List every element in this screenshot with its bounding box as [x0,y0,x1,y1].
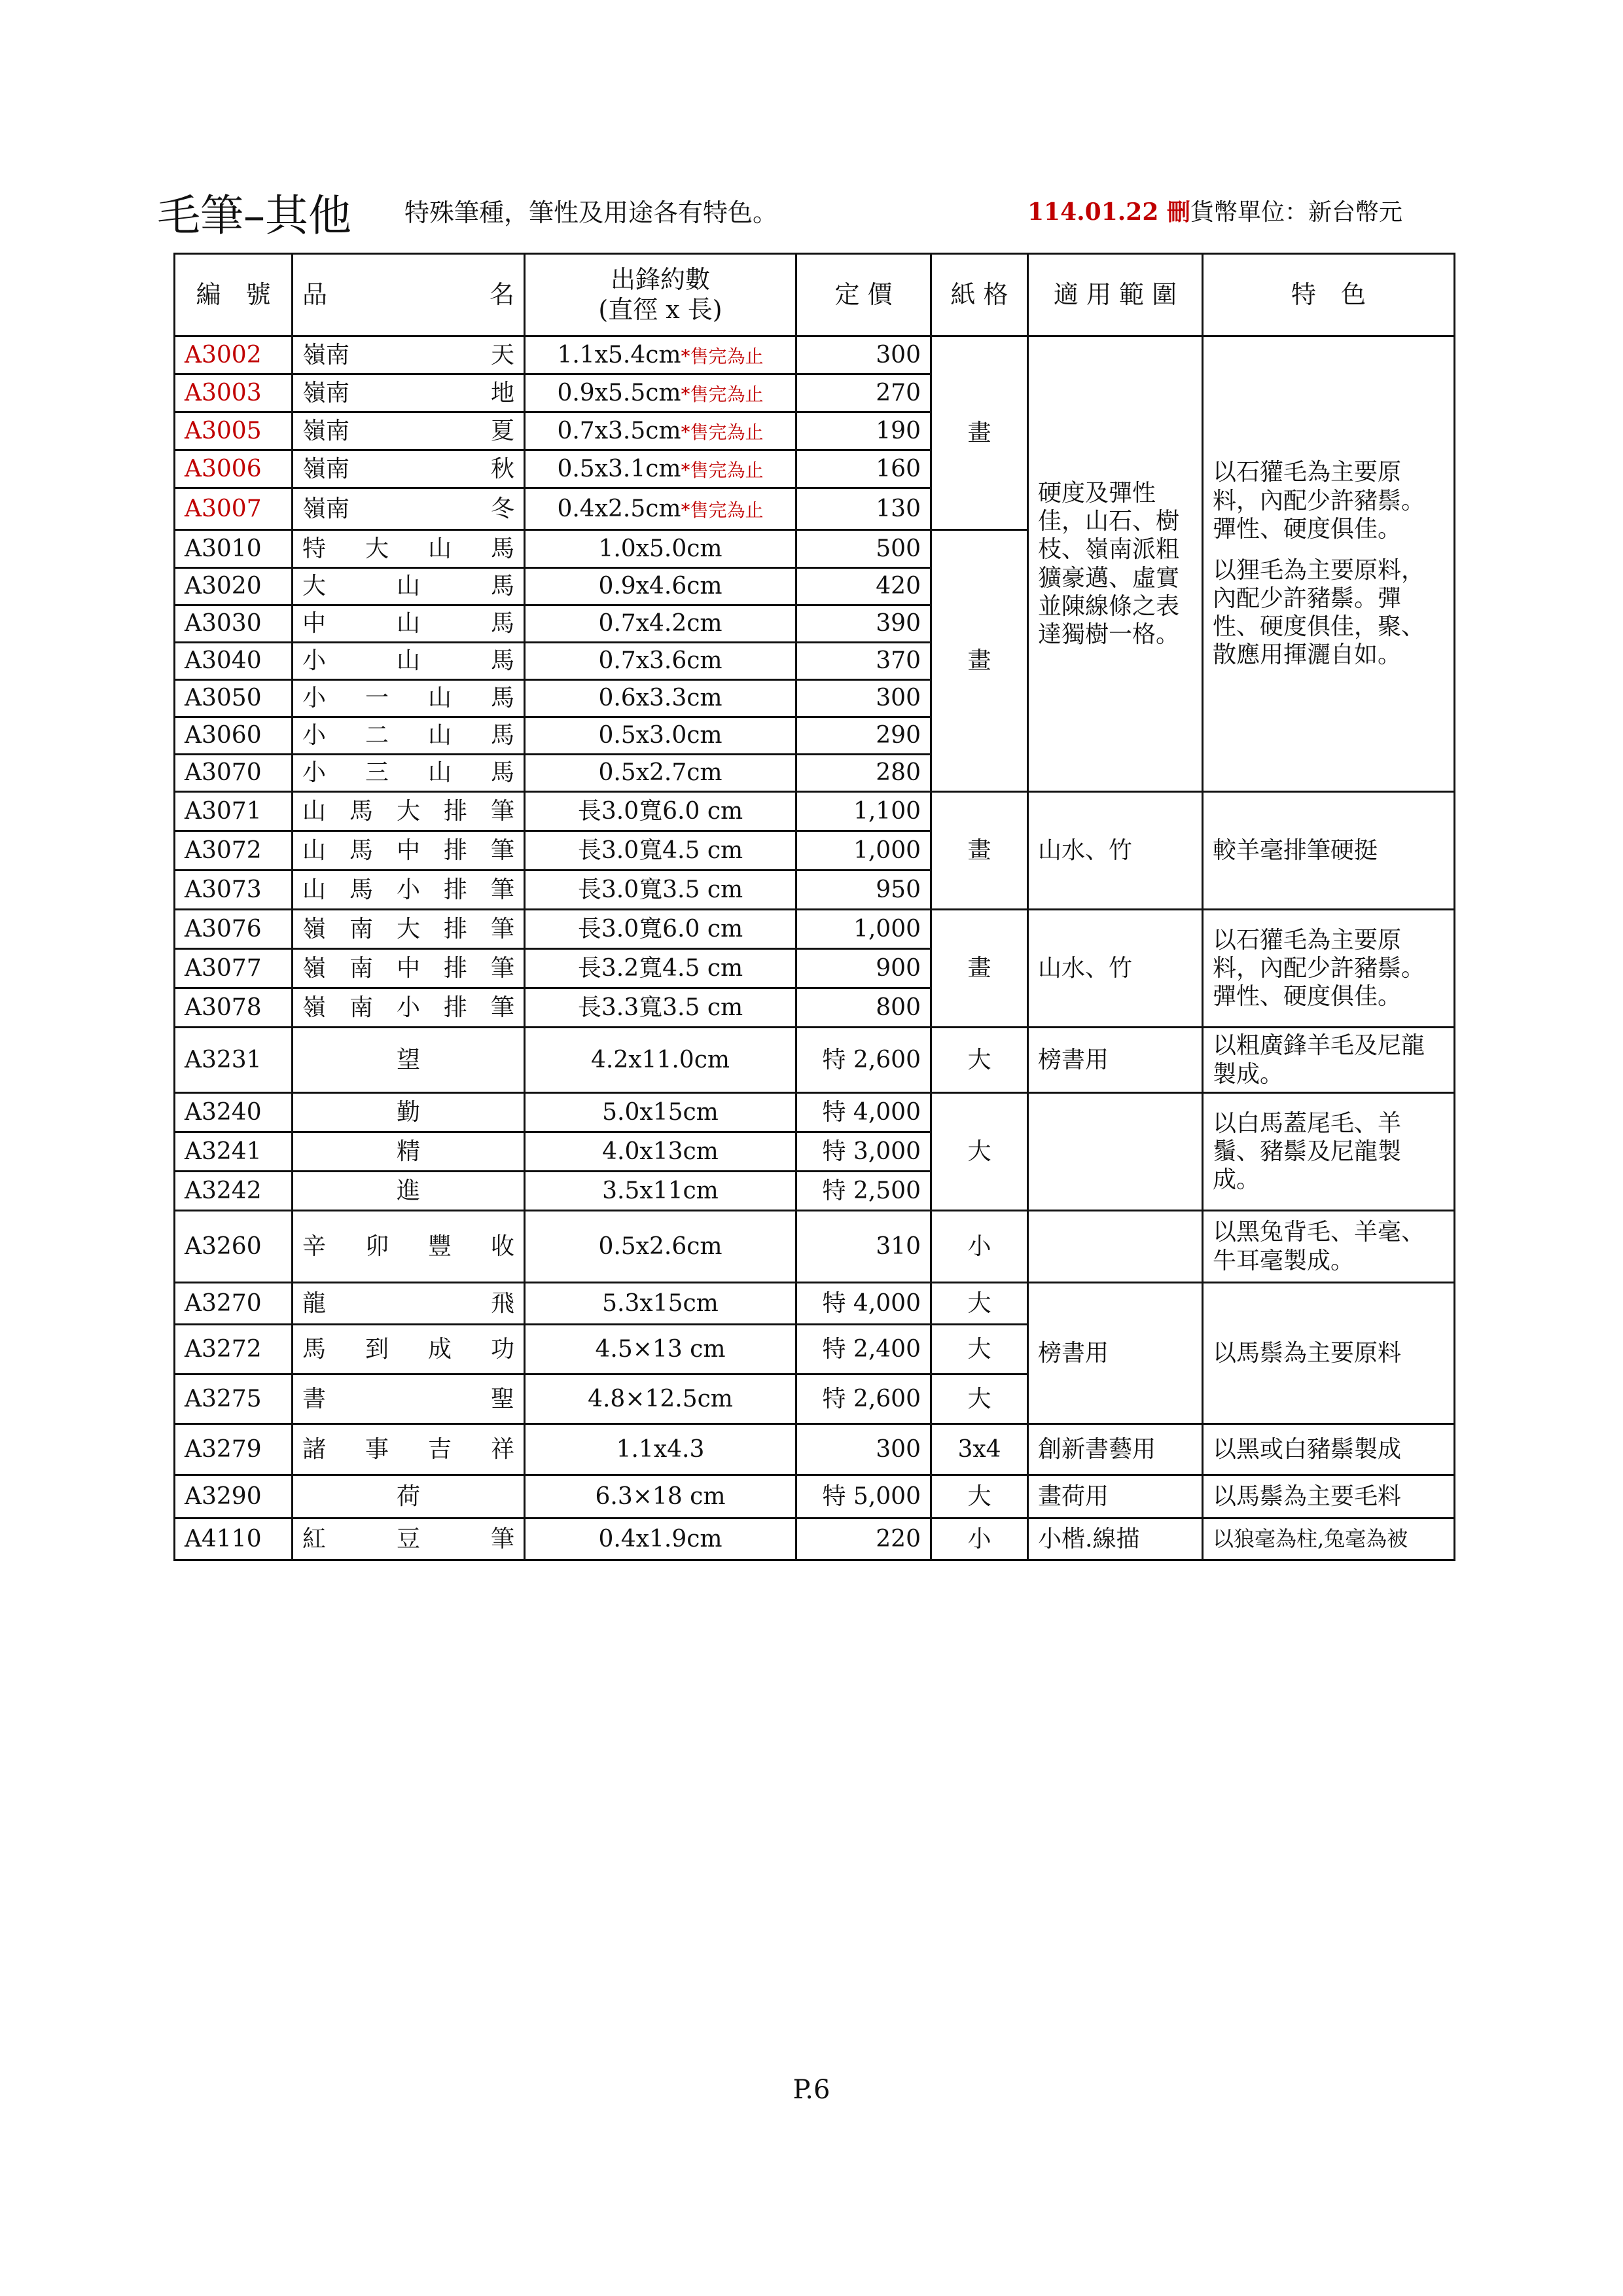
item-name: 精 [293,1132,525,1172]
item-price: 800 [796,988,931,1028]
table-row [175,910,1455,949]
item-size: 4.0x13cm [525,1132,796,1172]
item-price: 1,000 [796,910,931,949]
item-size: 4.8×12.5cm [525,1374,796,1424]
item-name: 進 [293,1172,525,1211]
item-size: 4.5×13 cm [525,1325,796,1374]
item-code: A3275 [175,1374,293,1424]
item-price: 特 2,500 [796,1172,931,1211]
table-row [175,1093,1455,1132]
header-info [1027,194,1402,227]
item-name: 小 山 馬 [293,643,525,680]
feature: 以黑或白豬鬃製成 [1203,1424,1455,1475]
item-size: 0.4x1.9cm [525,1518,796,1560]
usage: 山水、竹 [1028,792,1203,910]
usage: 榜書用 [1028,1283,1203,1424]
item-price: 280 [796,755,931,792]
item-name: 嶺南 夏 [293,412,525,450]
item-size: 3.5x11cm [525,1172,796,1211]
item-code: A3070 [175,755,293,792]
item-price: 420 [796,568,931,605]
feature: 以石獾毛為主要原料，內配少許豬鬃。彈性、硬度俱佳。 以狸毛為主要原料，內配少許豬鬃。彈性、硬度俱佳，聚、散應用揮灑自如。 [1203,336,1455,792]
feature: 以馬鬃為主要原料 [1203,1283,1455,1424]
item-size: 0.9x4.6cm [525,568,796,605]
item-price: 160 [796,450,931,488]
usage: 榜書用 [1028,1028,1203,1093]
sold-out-note: *售完為止 [681,345,764,367]
item-name: 龍 飛 [293,1283,525,1325]
usage: 山水、竹 [1028,910,1203,1028]
item-price: 300 [796,680,931,717]
item-code: A3260 [175,1211,293,1283]
feature: 以粗廣鋒羊毛及尼龍製成。 [1203,1028,1455,1093]
item-size: 0.7x4.2cm [525,605,796,643]
item-name: 辛 卯 豐 收 [293,1211,525,1283]
paper-type: 大 [931,1374,1028,1424]
table-row [175,1211,1455,1283]
item-code: A3005 [175,412,293,450]
item-code: A3240 [175,1093,293,1132]
item-size: 5.0x15cm [525,1093,796,1132]
table-header-row [175,254,1455,336]
item-code: A3010 [175,530,293,568]
paper-type: 小 [931,1518,1028,1560]
item-size: 0.5x2.6cm [525,1211,796,1283]
item-name: 山 馬 小 排 筆 [293,870,525,910]
item-name: 嶺南 冬 [293,488,525,530]
delete-date: 114.01.22 刪 [1027,198,1190,226]
col-size: 出鋒約數 (直徑 x 長) [525,254,796,336]
item-code: A3030 [175,605,293,643]
paper-type: 小 [931,1211,1028,1283]
item-name: 嶺南 天 [293,336,525,374]
item-size: 長3.3寬3.5 cm [525,988,796,1028]
item-code: A3073 [175,870,293,910]
item-size: 4.2x11.0cm [525,1028,796,1093]
paper-type: 大 [931,1325,1028,1374]
item-name: 嶺 南 小 排 筆 [293,988,525,1028]
item-name: 書 聖 [293,1374,525,1424]
item-size: 0.7x3.6cm [525,643,796,680]
page-subtitle: 特殊筆種，筆性及用途各有特色。 [404,198,778,227]
item-price: 290 [796,717,931,755]
page-header [157,177,1433,241]
item-code: A3241 [175,1132,293,1172]
item-price: 特 2,600 [796,1374,931,1424]
item-price: 500 [796,530,931,568]
paper-type: 畫 [931,530,1028,792]
col-code: 編 號 [175,254,293,336]
item-size: 0.5x3.0cm [525,717,796,755]
page-title: 毛筆–其他 [157,190,351,241]
item-price: 270 [796,374,931,412]
usage: 硬度及彈性佳，山石、樹枝、嶺南派粗獷豪邁、虛實並陳線條之表達獨樹一格。 [1028,336,1203,792]
item-name: 嶺 南 中 排 筆 [293,949,525,988]
item-price: 300 [796,336,931,374]
paper-type: 大 [931,1283,1028,1325]
paper-type: 3x4 [931,1424,1028,1475]
table-row [175,1518,1455,1560]
item-size: 長3.0寬6.0 cm [525,792,796,831]
col-use: 適 用 範 圍 [1028,254,1203,336]
item-code: A3272 [175,1325,293,1374]
currency-note: 貨幣單位：新台幣元 [1190,199,1402,226]
paper-type: 畫 [931,792,1028,910]
item-code: A3072 [175,831,293,870]
item-price: 390 [796,605,931,643]
paper-type: 大 [931,1093,1028,1211]
item-name: 諸 事 吉 祥 [293,1424,525,1475]
item-price: 特 2,600 [796,1028,931,1093]
item-code: A3270 [175,1283,293,1325]
item-code: A3071 [175,792,293,831]
col-feature: 特 色 [1203,254,1455,336]
item-price: 310 [796,1211,931,1283]
item-code: A3040 [175,643,293,680]
table-row [175,1028,1455,1093]
item-name: 馬 到 成 功 [293,1325,525,1374]
item-size: 5.3x15cm [525,1283,796,1325]
item-size: 長3.0寬3.5 cm [525,870,796,910]
item-name: 小 一 山 馬 [293,680,525,717]
item-price: 950 [796,870,931,910]
item-code: A3002 [175,336,293,374]
item-name: 山 馬 中 排 筆 [293,831,525,870]
item-price: 190 [796,412,931,450]
feature: 以石獾毛為主要原料，內配少許豬鬃。彈性、硬度俱佳。 [1203,910,1455,1028]
usage: 小楷.線描 [1028,1518,1203,1560]
col-price: 定 價 [796,254,931,336]
item-name: 荷 [293,1475,525,1518]
item-size: 0.5x3.1cm*售完為止 [525,450,796,488]
item-name: 望 [293,1028,525,1093]
item-code: A3060 [175,717,293,755]
item-name: 嶺南 秋 [293,450,525,488]
table-row [175,1424,1455,1475]
item-size: 6.3×18 cm [525,1475,796,1518]
item-size: 1.1x5.4cm*售完為止 [525,336,796,374]
paper-type: 畫 [931,336,1028,530]
paper-type: 畫 [931,910,1028,1028]
item-price: 特 5,000 [796,1475,931,1518]
feature: 以黑兔背毛、羊毫、牛耳毫製成。 [1203,1211,1455,1283]
item-code: A4110 [175,1518,293,1560]
item-code: A3242 [175,1172,293,1211]
item-price: 1,100 [796,792,931,831]
paper-type: 大 [931,1475,1028,1518]
item-code: A3290 [175,1475,293,1518]
item-name: 嶺南 地 [293,374,525,412]
col-paper: 紙 格 [931,254,1028,336]
item-name: 勤 [293,1093,525,1132]
feature: 以狼毫為柱,兔毫為被 [1203,1518,1455,1560]
item-price: 900 [796,949,931,988]
item-name: 特 大 山 馬 [293,530,525,568]
item-price: 1,000 [796,831,931,870]
item-code: A3077 [175,949,293,988]
item-size: 1.1x4.3 [525,1424,796,1475]
item-price: 370 [796,643,931,680]
item-price: 特 2,400 [796,1325,931,1374]
item-price: 特 4,000 [796,1283,931,1325]
sold-out-note: *售完為止 [681,421,764,443]
item-size: 長3.2寬4.5 cm [525,949,796,988]
item-name: 山 馬 大 排 筆 [293,792,525,831]
feature: 以白馬蓋尾毛、羊鬚、豬鬃及尼龍製成。 [1203,1093,1455,1211]
item-size: 長3.0寬6.0 cm [525,910,796,949]
item-size: 0.7x3.5cm*售完為止 [525,412,796,450]
table-row [175,1475,1455,1518]
item-price: 130 [796,488,931,530]
feature: 以馬鬃為主要毛料 [1203,1475,1455,1518]
item-code: A3078 [175,988,293,1028]
item-size: 0.5x2.7cm [525,755,796,792]
item-price: 220 [796,1518,931,1560]
table-row [175,336,1455,374]
item-name: 中 山 馬 [293,605,525,643]
page-number: P.6 [793,2075,830,2105]
item-price: 特 3,000 [796,1132,931,1172]
col-name: 品 名 [293,254,525,336]
price-table [173,253,1455,1561]
item-size: 0.9x5.5cm*售完為止 [525,374,796,412]
usage: 畫荷用 [1028,1475,1203,1518]
paper-type: 大 [931,1028,1028,1093]
usage [1028,1093,1203,1211]
table-row [175,1283,1455,1325]
usage [1028,1211,1203,1283]
sold-out-note: *售完為止 [681,499,764,521]
sold-out-note: *售完為止 [681,383,764,405]
item-code: A3003 [175,374,293,412]
item-code: A3076 [175,910,293,949]
item-size: 1.0x5.0cm [525,530,796,568]
item-code: A3007 [175,488,293,530]
item-name: 大 山 馬 [293,568,525,605]
item-size: 長3.0寬4.5 cm [525,831,796,870]
item-code: A3020 [175,568,293,605]
item-size: 0.6x3.3cm [525,680,796,717]
item-name: 紅 豆 筆 [293,1518,525,1560]
item-code: A3279 [175,1424,293,1475]
item-code: A3231 [175,1028,293,1093]
item-size: 0.4x2.5cm*售完為止 [525,488,796,530]
item-code: A3006 [175,450,293,488]
table-row [175,792,1455,831]
item-name: 嶺 南 大 排 筆 [293,910,525,949]
usage: 創新書藝用 [1028,1424,1203,1475]
item-price: 300 [796,1424,931,1475]
item-code: A3050 [175,680,293,717]
feature: 較羊毫排筆硬挺 [1203,792,1455,910]
item-price: 特 4,000 [796,1093,931,1132]
sold-out-note: *售完為止 [681,459,764,481]
item-name: 小 三 山 馬 [293,755,525,792]
item-name: 小 二 山 馬 [293,717,525,755]
